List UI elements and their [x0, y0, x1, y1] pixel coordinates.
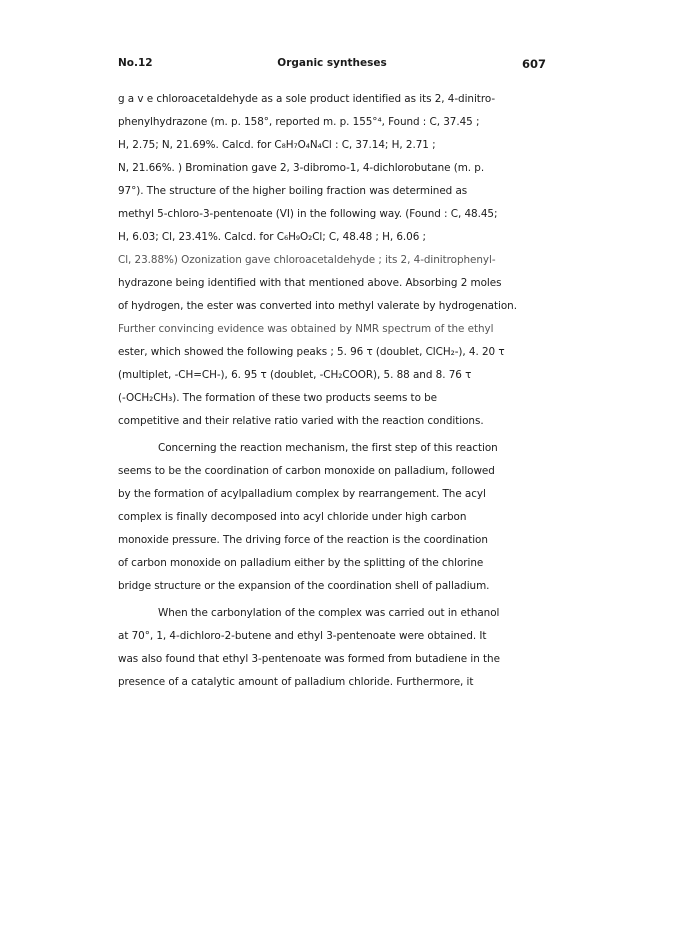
text-line: complex is finally decomposed into acyl chloride under high carbon [118, 511, 467, 523]
text-line: hydrazone being identified with that mentioned above. Absorbing 2 moles [118, 277, 502, 289]
text-line: was also found that ethyl 3-pentenoate was formed from butadiene in the [118, 653, 500, 665]
page-number: 607 [521, 57, 546, 71]
text-line: (-OCH₂CH₃). The formation of these two products seems to be [118, 392, 438, 404]
text-line: phenylhydrazone (m. p. 158°, reported m. p. 155°⁴, Found : C, 37.45 ; [118, 116, 480, 128]
text-line: Cl, 23.88%) Ozonization gave chloroacetaldehyde ; its 2, 4-dinitrophenyl- [118, 254, 496, 266]
text-line: presence of a catalytic amount of palladium chloride. Furthermore, it [118, 676, 474, 688]
text-line: N, 21.66%. ) Bromination gave 2, 3-dibromo-1, 4-dichlorobutane (m. p. [118, 162, 485, 174]
running-title: Organic syntheses [277, 57, 387, 69]
text-line: H, 2.75; N, 21.69%. Calcd. for C₈H₇O₄N₄Cl : C, 37.14; H, 2.71 ; [118, 139, 436, 151]
paragraph-start: Concerning the reaction mechanism, the first step of this reaction [158, 442, 498, 454]
paragraph-start: When the carbonylation of the complex was carried out in ethanol [158, 607, 500, 619]
page-header [118, 57, 546, 71]
text-line: 97°). The structure of the higher boiling fraction was determined as [118, 185, 468, 197]
article-body [118, 88, 548, 694]
text-line: methyl 5-chloro-3-pentenoate (VI) in the following way. (Found : C, 48.45; [118, 208, 498, 220]
text-line: seems to be the coordination of carbon monoxide on palladium, followed [118, 465, 495, 477]
text-line: H, 6.03; Cl, 23.41%. Calcd. for C₆H₉O₂Cl; C, 48.48 ; H, 6.06 ; [118, 231, 427, 243]
text-line: of carbon monoxide on palladium either by the splitting of the chlorine [118, 557, 484, 569]
text-line: at 70°, 1, 4-dichloro-2-butene and ethyl 3-pentenoate were obtained. It [118, 630, 487, 642]
text-line: monoxide pressure. The driving force of the reaction is the coordination [118, 534, 488, 546]
text-line: Further convincing evidence was obtained by NMR spectrum of the ethyl [118, 323, 494, 335]
text-line: g a v e chloroacetaldehyde as a sole product identified as its 2, 4-dinitro- [118, 93, 496, 105]
journal-issue: No.12 [118, 57, 153, 69]
text-line: bridge structure or the expansion of the coordination shell of palladium. [118, 580, 490, 592]
text-line: (multiplet, -CH=CH-), 6. 95 τ (doublet, -CH₂COOR), 5. 88 and 8. 76 τ [118, 369, 472, 381]
text-line: ester, which showed the following peaks ; 5. 96 τ (doublet, ClCH₂-), 4. 20 τ [118, 346, 505, 358]
text-line: of hydrogen, the ester was converted into methyl valerate by hydrogenation. [118, 300, 517, 312]
text-line: competitive and their relative ratio varied with the reaction conditions. [118, 415, 484, 427]
text-line: by the formation of acylpalladium complex by rearrangement. The acyl [118, 488, 486, 500]
